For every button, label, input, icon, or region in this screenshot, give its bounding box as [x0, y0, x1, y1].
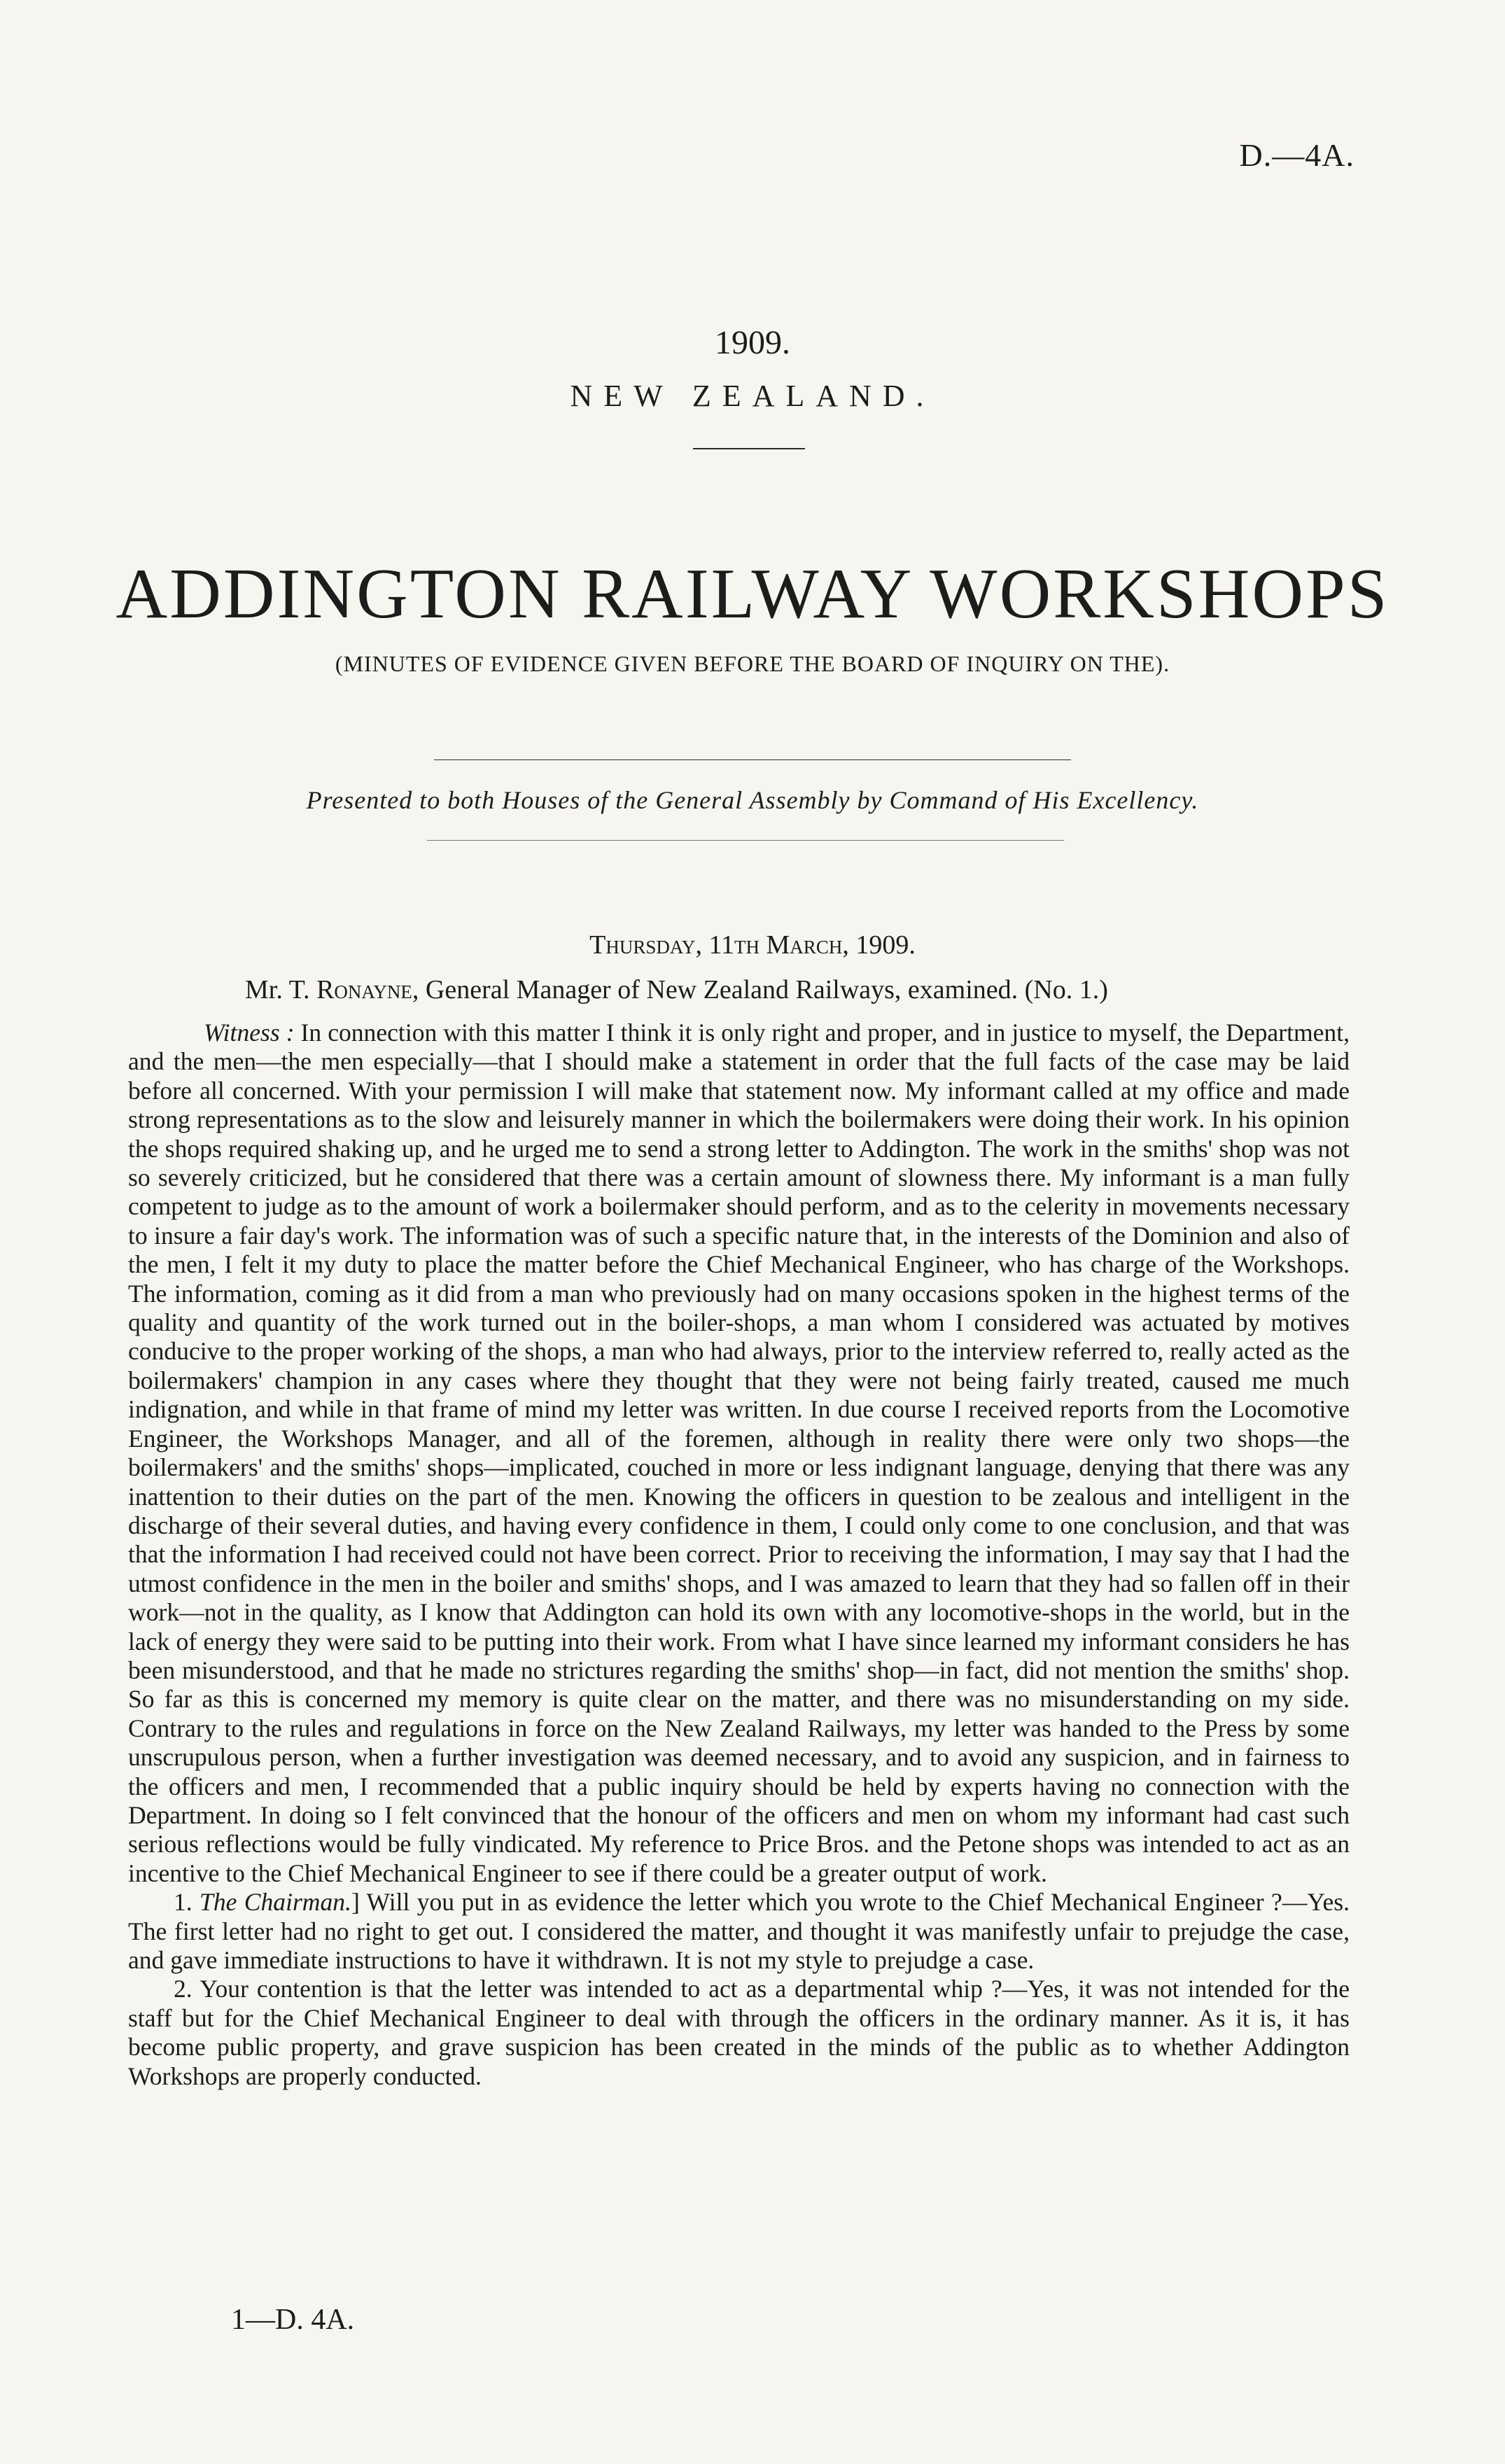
- paragraph: [128, 1018, 1350, 1888]
- presentation-note: Presented to both Houses of the General Assembly by Command of His Excellency.: [306, 786, 1199, 814]
- country-heading: NEW ZEALAND.: [570, 379, 935, 413]
- paragraph-text: In connection with this matter I think it is only right and proper, and in justice to myself, the Department, and the men—the men especially—that I should make a statement in order that the full facts of the case may be laid before all concerned. With your permission I will make that statement now. My informant called at my office and made strong representations as to the slow and leisurely manner in which the boilermakers were doing their work. In his opinion the shops required shaking up, and he urged me to send a strong letter to Addington. The work in the smiths' shop was not so severely criticized, but he considered that there was a certain amount of slowness there. My informant is a man fully competent to judge as to the amount of work a boilermaker should perform, and as to the celerity in movements necessary to insure a fair day's work. The information was of such a specific nature that, in the interests of the Dominion and also of the men, I felt it my duty to place the matter before the Chief Mechanical Engineer, who has charge of the Workshops. The information, coming as it did from a man who previously had on many occasions spoken in the highest terms of the quality and quantity of the work turned out in the boiler-shops, a man whom I considered was actuated by motives conducive to the proper working of the shops, a man who had always, prior to the interview referred to, really acted as the boilermakers' champion in any cases where they thought that they were not being fairly treated, caused me much indignation, and while in that frame of mind my letter was written. In due course I received reports from the Locomotive Engineer, the Workshops Manager, and all of the foremen, although in reality there were only two shops—the boilermakers' and the smiths' shops—implicated, couched in more or less indignant language, denying that there was any inattention to their duties on the part of the men. Knowing the officers in question to be zealous and intelligent in the discharge of their several duties, and having every confidence in them, I could only come to one conclusion, and that was that the information I had received could not have been correct. Prior to receiving the information, I may say that I had the utmost confidence in the men in the boiler and smiths' shops, and I was amazed to learn that they had so fallen off in their work—not in the quality, as I know that Addington can hold its own with any locomotive-shops in the world, but in the lack of energy they were said to be putting into their work. From what I have since learned my informant considers he has been misunderstood, and that he made no strictures regarding the smiths' shop—in fact, did not mention the smiths' shop. So far as this is concerned my memory is quite clear on the matter, and there was no misunderstanding on my side. Contrary to the rules and regulations in force on the New Zealand Railways, my letter was handed to the Press by some unscrupulous person, when a further investigation was deemed necessary, and to avoid any suspicion, and in fairness to the officers and men, I recommended that a public inquiry should be held by experts having no connection with the Department. In doing so I felt convinced that the honour of the officers and men on whom my informant had cast such serious reflections would be fully vindicated. My reference to Price Bros. and the Petone shops was intended to act as an incentive to the Chief Mechanical Engineer to see if there could be a greater output of work.: [128, 1018, 1350, 1887]
- document-title: ADDINGTON RAILWAY WORKSHOPS: [115, 554, 1390, 634]
- witness-name: Ronayne: [316, 975, 412, 1004]
- question-text: ] Will you put in as evidence the letter which you wrote to the Chief Mechanical Engineer ?—Yes. The first letter had no right to get out. I considered the matter, and thought it was manifestly unfair to prejudge the case, and gave immediate instructions to have it withdrawn. It is not my style to prejudge a case.: [128, 1888, 1350, 1974]
- divider: [427, 840, 1064, 841]
- question-2: 2. Your contention is that the letter was intended to act as a departmental whip ?—Yes, it was not intended for the staff but for the Chief Mechanical Engineer to deal with through the officers in the ordinary manner. As it is, it has become public property, and grave suspicion has been created in the minds of the public as to whether Addington Workshops are properly conducted.: [128, 1975, 1350, 2090]
- date-rest: , 11th March, 1909.: [695, 930, 916, 960]
- speaker-label: Witness :: [204, 1018, 295, 1046]
- page-footer-reference: 1—D. 4A.: [231, 2304, 355, 2336]
- year: 1909.: [715, 324, 790, 361]
- question-1: [128, 1888, 1350, 1975]
- question-number: 1.: [174, 1888, 200, 1917]
- speaker-label: The Chairman.: [200, 1888, 351, 1917]
- witness-prefix: Mr. T.: [245, 975, 317, 1004]
- witness-heading: [245, 974, 1108, 1005]
- date-weekday: Thursday: [589, 930, 696, 960]
- witness-suffix: , General Manager of New Zealand Railways, examined. (No. 1.): [412, 975, 1108, 1004]
- session-date: [0, 930, 1505, 960]
- evidence-body: [128, 1018, 1350, 2091]
- paper-reference: D.—4A.: [1239, 137, 1354, 173]
- document-subtitle: (MINUTES OF EVIDENCE GIVEN BEFORE THE BOARD OF INQUIRY ON THE).: [335, 651, 1170, 676]
- divider: [693, 448, 805, 449]
